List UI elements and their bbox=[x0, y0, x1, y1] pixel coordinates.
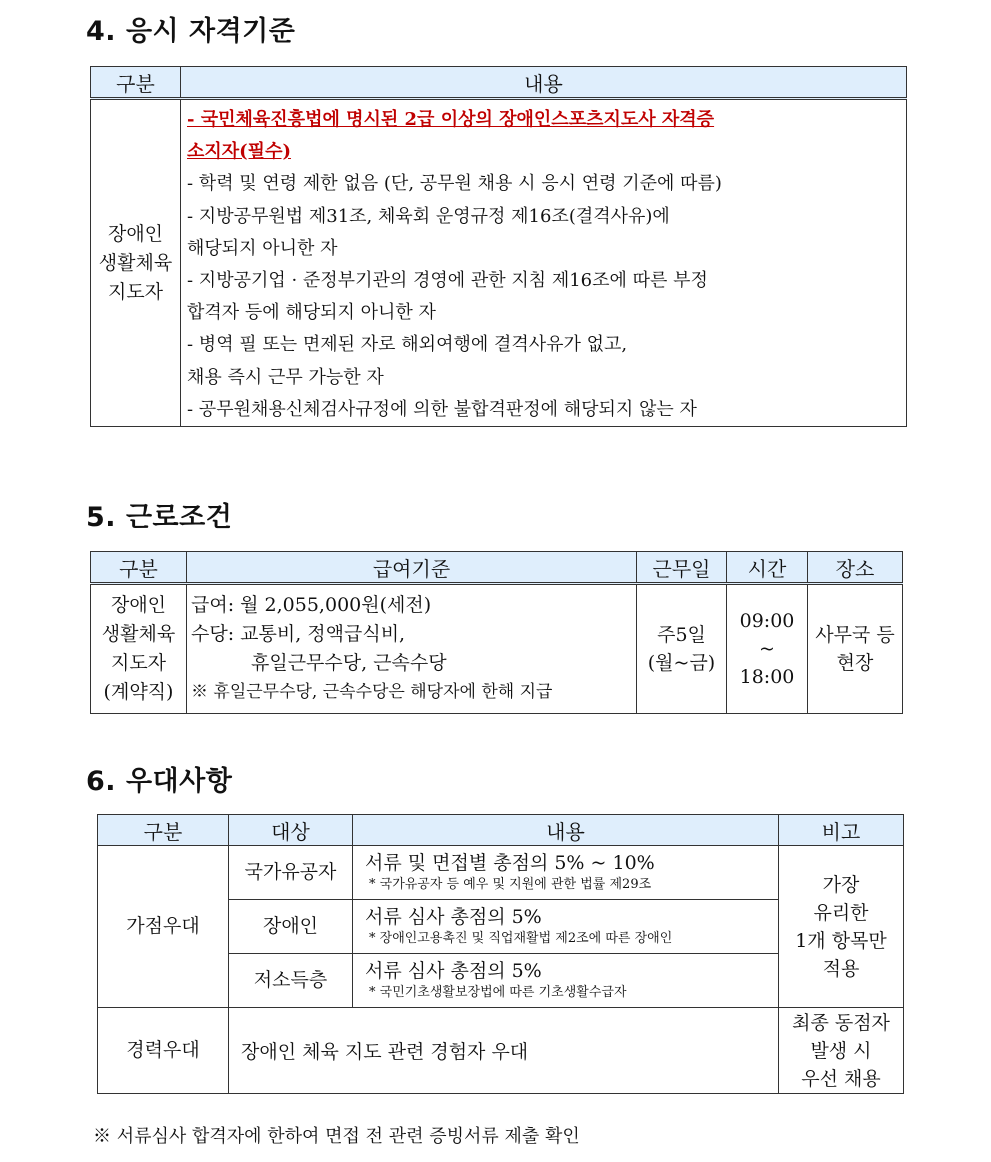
header-remark: 비고 bbox=[779, 815, 904, 846]
content-low-income: 서류 심사 총점의 5% * 국민기초생활보장법에 따른 기초생활수급자 bbox=[353, 954, 779, 1008]
header-pay: 급여기준 bbox=[187, 552, 637, 584]
header-content: 내용 bbox=[181, 67, 907, 99]
header-content: 내용 bbox=[353, 815, 779, 846]
allowance-text-cont: 휴일근무수당, 근속수당 bbox=[251, 652, 447, 674]
section5-title: 5. 근로조건 bbox=[86, 502, 233, 533]
eligibility-table bbox=[90, 66, 907, 427]
career-remark: 최종 동점자 발생 시 우선 채용 bbox=[779, 1008, 904, 1094]
header-category: 구분 bbox=[98, 815, 229, 846]
salary-text: 급여: 월 2,055,000원(세전) bbox=[191, 594, 432, 616]
career-content: 장애인 체육 지도 관련 경험자 우대 bbox=[229, 1008, 779, 1094]
target-low-income: 저소득층 bbox=[229, 954, 353, 1008]
target-veterans: 국가유공자 bbox=[229, 846, 353, 900]
header-hours: 시간 bbox=[727, 552, 808, 584]
requirements-list bbox=[181, 99, 907, 427]
requirement-civil-service-law: - 지방공무원법 제31조, 체육회 운영규정 제16조(결격사유)에 해당되지 아니한 자 bbox=[187, 205, 670, 259]
eligibility-category: 장애인 생활체육 지도자 bbox=[91, 99, 181, 427]
requirement-age: - 학력 및 연령 제한 없음 (단, 공무원 채용 시 응시 연령 기준에 따름) bbox=[187, 173, 722, 195]
header-category: 구분 bbox=[91, 552, 187, 584]
workdays-cell: 주5일 (월~금) bbox=[637, 584, 727, 714]
place-cell: 사무국 등 현장 bbox=[808, 584, 903, 714]
work-conditions-table bbox=[90, 551, 903, 714]
section6-title: 6. 우대사항 bbox=[86, 766, 233, 797]
work-category: 장애인 생활체육 지도자 (계약직) bbox=[91, 584, 187, 714]
header-category: 구분 bbox=[91, 67, 181, 99]
section4-title: 4. 응시 자격기준 bbox=[86, 16, 296, 47]
preference-table bbox=[97, 814, 904, 1094]
header-place: 장소 bbox=[808, 552, 903, 584]
header-target: 대상 bbox=[229, 815, 353, 846]
target-disabled: 장애인 bbox=[229, 900, 353, 954]
requirement-public-institution: - 지방공기업 · 준정부기관의 경영에 관한 지침 제16조에 따른 부정 합격자 등에 해당되지 아니한 자 bbox=[187, 270, 708, 324]
content-disabled: 서류 심사 총점의 5% * 장애인고용촉진 및 직업재활법 제2조에 따른 장애인 bbox=[353, 900, 779, 954]
pay-standard bbox=[187, 584, 637, 714]
requirement-medical: - 공무원채용신체검사규정에 의한 불합격판정에 해당되지 않는 자 bbox=[187, 398, 697, 420]
requirement-military: - 병역 필 또는 면제된 자로 해외여행에 결격사유가 없고, 채용 즉시 근무 가능한 자 bbox=[187, 334, 628, 388]
career-category: 경력우대 bbox=[98, 1008, 229, 1094]
hours-cell: 09:00 ~ 18:00 bbox=[727, 584, 808, 714]
header-workdays: 근무일 bbox=[637, 552, 727, 584]
bonus-remark: 가장 유리한 1개 항목만 적용 bbox=[779, 846, 904, 1008]
allowance-note: ※ 휴일근무수당, 근속수당은 해당자에 한해 지급 bbox=[191, 682, 553, 702]
allowance-text: 수당: 교통비, 정액급식비, bbox=[191, 623, 406, 645]
requirement-license: - 국민체육진흥법에 명시된 2급 이상의 장애인스포츠지도사 자격증 소지자(필수) bbox=[187, 109, 715, 163]
footnote: ※ 서류심사 합격자에 한하여 면접 전 관련 증빙서류 제출 확인 bbox=[93, 1126, 580, 1147]
content-veterans: 서류 및 면접별 총점의 5% ~ 10% * 국가유공자 등 예우 및 지원에 관한 법률 제29조 bbox=[353, 846, 779, 900]
bonus-category: 가점우대 bbox=[98, 846, 229, 1008]
